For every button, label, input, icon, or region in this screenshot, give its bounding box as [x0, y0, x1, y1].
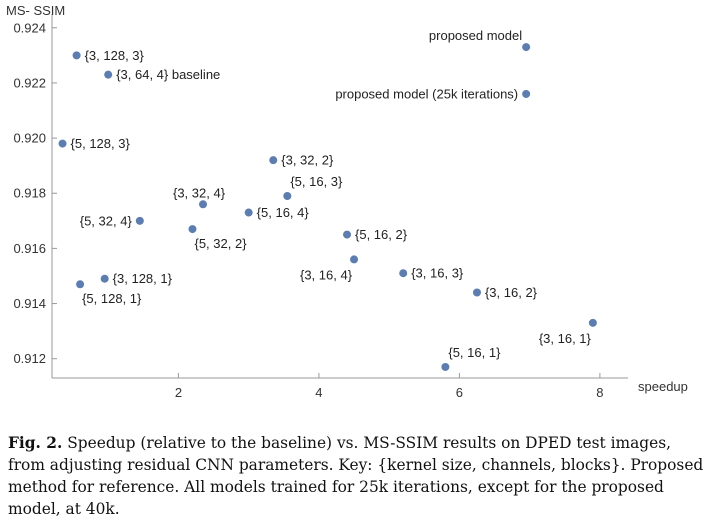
y-tick-label: 0.922 — [13, 75, 46, 91]
data-point-label: {3, 16, 2} — [484, 285, 538, 301]
data-point — [522, 43, 530, 51]
x-tick-label: 8 — [596, 385, 604, 400]
data-point-label: {5, 16, 4} — [256, 205, 309, 221]
data-point — [73, 51, 81, 59]
x-tick-label: 4 — [315, 385, 323, 400]
data-point-label: {3, 16, 3} — [411, 265, 464, 281]
x-tick-label: 2 — [174, 385, 183, 400]
caption-line-3: method for reference. All models trained for 25k iterations, except for the proposed — [8, 478, 664, 496]
caption-line-1 — [8, 432, 708, 454]
data-point — [269, 156, 277, 164]
data-point — [399, 269, 407, 277]
data-point-label: {5, 128, 1} — [82, 291, 142, 307]
caption-line-2: from adjusting residual CNN parameters. Key: {kernel size, channels, blocks}. Proposed — [8, 456, 704, 474]
data-point — [188, 225, 196, 233]
data-point-label: {5, 128, 3} — [70, 136, 130, 152]
data-point-label: {3, 32, 2} — [281, 152, 334, 168]
y-tick-label: 0.916 — [13, 240, 46, 256]
data-point-label: proposed model — [428, 28, 523, 44]
y-tick-label: 0.920 — [13, 130, 46, 146]
data-point — [59, 140, 67, 148]
data-point-label: proposed model (25k iterations) — [335, 86, 519, 102]
caption-fig-label: Fig. 2. — [8, 434, 63, 452]
y-tick-label: 0.914 — [13, 296, 46, 312]
point-labels — [71, 28, 592, 360]
data-point-label: {3, 16, 4} — [299, 267, 353, 283]
figure-caption — [8, 432, 708, 520]
x-axis-title: speedup — [638, 379, 688, 394]
data-point — [589, 319, 597, 327]
y-tick-label: 0.924 — [13, 20, 46, 36]
data-point — [101, 275, 109, 283]
data-point — [104, 71, 112, 79]
data-point — [136, 217, 144, 225]
data-point — [441, 363, 449, 371]
y-tick-label: 0.912 — [13, 351, 46, 367]
caption-text: Speedup (relative to the baseline) vs. MS-SSIM results on DPED test images, — [62, 434, 672, 452]
x-tick-label: 6 — [455, 385, 464, 400]
data-point — [350, 255, 358, 263]
data-point-label: {5, 32, 2} — [194, 236, 247, 252]
data-point-label: {5, 16, 2} — [355, 227, 408, 243]
data-point — [199, 200, 207, 208]
y-axis-title: MS- SSIM — [6, 3, 66, 18]
data-point-label: {3, 128, 1} — [112, 271, 172, 287]
data-point-label: {3, 16, 1} — [538, 330, 591, 346]
data-point-label: {3, 32, 4} — [172, 185, 226, 201]
data-point-label: {5, 16, 3} — [290, 174, 343, 189]
data-point — [245, 209, 253, 217]
caption-line-4: model, at 40k. — [8, 500, 120, 518]
data-point — [283, 192, 291, 200]
data-point-label: {5, 16, 1} — [448, 344, 501, 360]
y-tick-label: 0.918 — [13, 185, 46, 201]
data-point — [522, 90, 530, 98]
data-point — [343, 231, 351, 239]
data-point-label: {5, 32, 4} — [79, 213, 132, 229]
data-point — [76, 280, 84, 288]
data-point — [473, 289, 481, 297]
data-point-label: {3, 128, 3} — [84, 47, 144, 63]
data-point-label: {3, 64, 4} baseline — [116, 67, 221, 83]
